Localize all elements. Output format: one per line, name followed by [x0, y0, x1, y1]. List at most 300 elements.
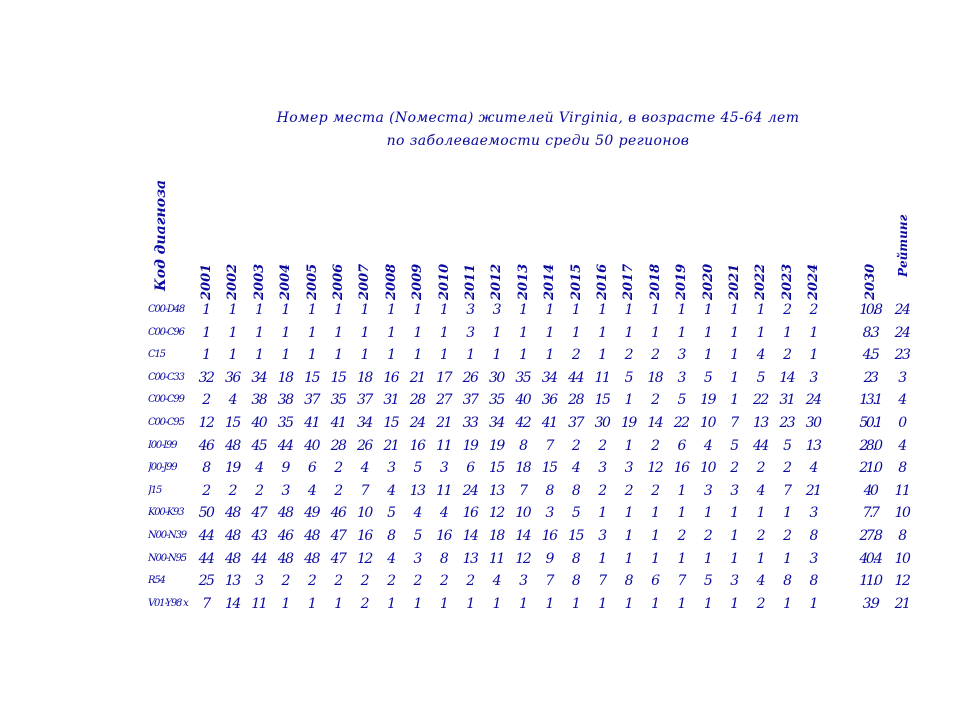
- table-cell-2030: 21.0: [859, 460, 881, 477]
- table-cell: 10: [700, 415, 715, 431]
- table-cell: 7: [519, 482, 527, 499]
- table-cell: 46: [198, 437, 214, 454]
- table-cell: 2: [651, 482, 659, 499]
- table-cell: 7: [783, 482, 791, 499]
- column-header-2003: 2003: [251, 263, 267, 300]
- table-cell: 1: [202, 302, 210, 318]
- table-cell: 1: [228, 302, 237, 318]
- table-cell: 1: [387, 595, 395, 612]
- table-cell: 48: [277, 505, 293, 522]
- table-cell: 44: [752, 437, 768, 454]
- table-cell: 5: [783, 437, 791, 454]
- table-cell: 1: [307, 324, 316, 341]
- table-cell: 1: [703, 595, 712, 612]
- table-cell: 1: [387, 324, 395, 341]
- table-cell: 26: [462, 369, 478, 386]
- row-label-diagnosis-code: N00-N39: [148, 530, 186, 541]
- table-cell: 30: [805, 415, 821, 431]
- table-cell: 3: [519, 573, 527, 590]
- rating-cell: 10: [894, 550, 910, 567]
- rating-cell: 8: [898, 528, 906, 544]
- table-cell: 16: [462, 505, 478, 522]
- table-cell: 1: [519, 324, 527, 341]
- table-cell: 1: [651, 505, 659, 522]
- table-cell: 1: [624, 505, 633, 522]
- table-cell: 22: [752, 392, 768, 409]
- table-cell: 8: [571, 550, 580, 567]
- table-cell: 2: [387, 573, 395, 590]
- table-cell: 8: [571, 482, 580, 499]
- table-cell: 1: [677, 505, 685, 522]
- row-label-diagnosis-code: C00-D48: [148, 304, 185, 315]
- column-header-2022: 2022: [753, 263, 769, 300]
- table-cell: 3: [730, 482, 738, 499]
- table-cell: 5: [387, 505, 395, 522]
- table-cell: 4: [387, 550, 395, 567]
- table-cell: 48: [224, 528, 240, 544]
- table-cell: 24: [805, 392, 821, 409]
- table-cell: 4: [571, 460, 580, 477]
- table-cell-2030: 27.8: [859, 528, 881, 544]
- table-cell: 48: [224, 505, 240, 522]
- table-cell: 15: [383, 415, 399, 431]
- table-cell-2030: 13.1: [859, 392, 881, 409]
- table-cell: 8: [624, 573, 633, 590]
- table-cell: 5: [677, 392, 685, 409]
- table-cell: 31: [779, 392, 795, 409]
- column-header-2030: 2030: [863, 263, 878, 300]
- row-header-diagnosis-code: Код диагноза: [153, 179, 169, 291]
- table-cell: 15: [488, 460, 504, 477]
- table-cell: 1: [624, 392, 633, 409]
- rating-cell: 0: [898, 415, 906, 431]
- column-header-2015: 2015: [568, 263, 584, 300]
- table-cell: 1: [730, 369, 738, 386]
- table-cell: 4: [703, 437, 712, 454]
- table-cell: 1: [783, 595, 791, 612]
- table-cell: 1: [439, 595, 448, 612]
- table-cell: 28: [568, 392, 583, 409]
- table-cell: 15: [330, 369, 346, 386]
- table-cell: 37: [356, 392, 372, 409]
- table-cell: 5: [413, 528, 421, 544]
- table-cell: 2: [783, 528, 791, 544]
- table-cell: 1: [571, 595, 580, 612]
- table-cell: 34: [251, 369, 267, 386]
- table-cell: 28: [330, 437, 346, 454]
- table-cell: 10: [356, 505, 372, 522]
- table-cell: 7: [677, 573, 685, 590]
- table-cell: 1: [730, 505, 738, 522]
- column-header-2005: 2005: [304, 263, 320, 300]
- table-cell: 3: [677, 369, 685, 386]
- table-cell: 1: [651, 528, 659, 544]
- table-cell: 1: [730, 392, 738, 409]
- table-cell: 2: [334, 573, 342, 590]
- table-cell: 34: [541, 369, 557, 386]
- table-cell: 4: [439, 505, 448, 522]
- table-cell: 1: [307, 347, 316, 364]
- table-cell: 35: [330, 392, 346, 409]
- table-cell: 23: [779, 415, 795, 431]
- table-cell: 1: [545, 324, 553, 341]
- table-cell: 2: [466, 573, 474, 590]
- rating-cell: 23: [894, 347, 910, 364]
- row-label-diagnosis-code: C00-C33: [148, 371, 184, 383]
- table-cell: 1: [677, 482, 685, 499]
- table-cell: 1: [360, 347, 369, 364]
- table-cell: 4: [756, 482, 765, 499]
- table-cell: 47: [330, 550, 346, 567]
- table-cell: 40: [515, 392, 531, 409]
- table-cell: 7: [545, 573, 553, 590]
- table-cell: 2: [281, 573, 289, 590]
- table-cell: 1: [756, 505, 765, 522]
- table-cell: 4: [756, 573, 765, 590]
- table-cell: 18: [647, 369, 663, 386]
- table-cell: 2: [730, 460, 738, 477]
- table-cell: 2: [756, 528, 765, 544]
- table-cell: 1: [783, 505, 791, 522]
- table-cell: 1: [439, 347, 448, 364]
- column-header-2012: 2012: [489, 263, 505, 300]
- table-cell: 1: [492, 324, 501, 341]
- table-cell: 13: [224, 573, 240, 590]
- table-cell: 6: [466, 460, 474, 477]
- table-cell: 38: [251, 392, 267, 409]
- table-cell: 48: [277, 550, 293, 567]
- table-cell: 1: [281, 302, 289, 318]
- table-cell: 2: [360, 595, 369, 612]
- table-cell: 3: [598, 528, 606, 544]
- table-cell-2030: 8.3: [862, 324, 878, 341]
- row-label-diagnosis-code: K00-K93: [148, 507, 184, 519]
- table-cell: 2: [651, 392, 659, 409]
- rating-column-header: Рейтинг: [896, 214, 910, 277]
- table-cell: 9: [545, 550, 553, 567]
- row-label-diagnosis-code: C15: [148, 349, 165, 361]
- table-cell: 3: [387, 460, 395, 477]
- rating-cell: 11: [894, 482, 910, 499]
- chart-title-line-1: Номер места (Nоместа) жителей Virginia, в возрасте 45-64 лет: [276, 110, 800, 126]
- table-cell: 2: [783, 347, 791, 364]
- column-header-2021: 2021: [727, 263, 742, 300]
- table-cell: 2: [756, 460, 765, 477]
- table-cell: 24: [409, 415, 425, 431]
- table-cell: 14: [647, 415, 663, 431]
- table-cell: 1: [756, 550, 765, 567]
- table-cell: 1: [360, 302, 369, 318]
- table-cell: 34: [488, 415, 504, 431]
- table-cell: 1: [677, 302, 685, 318]
- table-cell: 1: [334, 595, 342, 612]
- table-cell: 1: [571, 324, 580, 341]
- table-cell: 48: [224, 550, 240, 567]
- table-cell: 1: [809, 595, 817, 612]
- table-cell: 12: [356, 550, 372, 567]
- table-cell: 2: [360, 573, 369, 590]
- table-cell: 4: [809, 460, 817, 477]
- table-cell: 12: [198, 415, 214, 431]
- table-cell: 46: [277, 528, 293, 544]
- table-cell: 11: [594, 369, 610, 386]
- table-cell: 16: [409, 437, 425, 454]
- column-header-2017: 2017: [621, 263, 637, 300]
- rating-cell: 24: [894, 324, 910, 341]
- table-cell-2030: 40: [863, 482, 877, 499]
- table-cell-2030: 23: [863, 369, 877, 386]
- table-cell: 2: [756, 595, 765, 612]
- table-cell: 5: [730, 437, 738, 454]
- table-cell: 3: [809, 505, 817, 522]
- table-cell: 4: [228, 392, 237, 409]
- table-cell: 1: [307, 302, 316, 318]
- table-cell: 44: [568, 369, 583, 386]
- table-cell: 1: [651, 595, 659, 612]
- table-cell: 10: [515, 505, 531, 522]
- table-cell: 2: [255, 482, 263, 499]
- table-cell-2030: 28.0: [859, 437, 881, 454]
- table-cell: 22: [673, 415, 689, 431]
- table-cell: 1: [598, 505, 606, 522]
- table-cell: 27: [436, 392, 451, 409]
- table-cell: 41: [304, 415, 319, 431]
- table-cell: 41: [541, 415, 557, 431]
- row-label-diagnosis-code: C00-C95: [148, 417, 184, 428]
- table-cell: 1: [387, 347, 395, 364]
- table-cell: 3: [809, 369, 817, 386]
- table-cell: 2: [677, 528, 685, 544]
- table-cell: 4: [387, 482, 395, 499]
- table-cell: 11: [488, 550, 504, 567]
- table-cell: 1: [545, 595, 553, 612]
- table-cell: 1: [598, 347, 606, 364]
- table-cell: 18: [356, 369, 372, 386]
- table-cell: 2: [809, 302, 817, 318]
- table-cell: 16: [541, 528, 557, 544]
- table-cell: 1: [624, 550, 633, 567]
- table-cell: 13: [488, 482, 504, 499]
- table-cell: 21: [436, 415, 451, 431]
- table-cell: 1: [624, 437, 633, 454]
- table-cell: 1: [334, 324, 342, 341]
- table-cell: 1: [809, 347, 817, 364]
- table-cell: 26: [356, 437, 372, 454]
- table-cell: 12: [488, 505, 504, 522]
- table-cell: 1: [598, 302, 606, 318]
- table-cell: 47: [330, 528, 346, 544]
- rating-cell: 4: [898, 392, 906, 409]
- table-cell: 2: [202, 482, 210, 499]
- table-cell: 1: [730, 347, 738, 364]
- table-cell: 1: [413, 302, 421, 318]
- table-cell: 2: [598, 437, 606, 454]
- table-cell: 5: [703, 573, 712, 590]
- table-cell-2030: 10.8: [859, 302, 881, 318]
- table-cell: 46: [330, 505, 346, 522]
- table-cell: 1: [730, 550, 738, 567]
- table-cell: 1: [677, 595, 685, 612]
- table-cell: 14: [462, 528, 478, 544]
- column-header-2010: 2010: [436, 263, 452, 300]
- table-cell: 44: [198, 550, 214, 567]
- table-cell: 1: [281, 595, 289, 612]
- table-cell: 1: [492, 347, 501, 364]
- table-cell: 2: [334, 482, 342, 499]
- row-label-diagnosis-code: C00-C99: [148, 394, 184, 406]
- table-cell: 1: [255, 302, 263, 318]
- table-cell: 16: [356, 528, 372, 544]
- table-cell: 1: [334, 302, 342, 318]
- table-cell: 6: [307, 460, 316, 477]
- table-cell: 15: [541, 460, 557, 477]
- table-cell: 21: [409, 369, 425, 386]
- table-cell: 2: [783, 460, 791, 477]
- table-cell: 30: [594, 415, 610, 431]
- table-cell: 7: [598, 573, 606, 590]
- column-header-2002: 2002: [225, 263, 241, 300]
- table-cell: 1: [730, 302, 738, 318]
- table-cell: 1: [598, 550, 606, 567]
- table-cell: 2: [624, 347, 633, 364]
- row-label-diagnosis-code: I00-I99: [148, 439, 177, 451]
- table-cell: 35: [277, 415, 293, 431]
- table-cell: 1: [730, 595, 738, 612]
- table-cell: 14: [515, 528, 531, 544]
- table-cell: 6: [677, 437, 685, 454]
- table-cell: 13: [409, 482, 425, 499]
- table-cell: 3: [624, 460, 633, 477]
- table-cell: 12: [647, 460, 663, 477]
- column-header-2004: 2004: [278, 263, 294, 300]
- table-cell: 1: [703, 347, 712, 364]
- table-cell: 15: [224, 415, 240, 431]
- table-cell: 2: [571, 347, 580, 364]
- table-cell: 3: [809, 550, 817, 567]
- row-label-diagnosis-code: R54: [148, 575, 165, 587]
- table-cell: 8: [571, 573, 580, 590]
- table-cell: 12: [515, 550, 531, 567]
- table-cell: 16: [436, 528, 451, 544]
- table-cell: 30: [488, 369, 504, 386]
- table-cell: 8: [387, 528, 395, 544]
- table-cell: 1: [545, 347, 553, 364]
- table-cell: 1: [492, 595, 501, 612]
- table-cell: 3: [730, 573, 738, 590]
- column-header-2008: 2008: [383, 263, 399, 300]
- table-cell: 13: [805, 437, 821, 454]
- table-cell: 16: [673, 460, 689, 477]
- table-cell: 4: [307, 482, 316, 499]
- table-cell-2030: 3.9: [862, 595, 878, 612]
- table-cell: 1: [624, 595, 633, 612]
- table-cell: 48: [304, 528, 319, 544]
- table-cell: 1: [519, 595, 527, 612]
- table-cell: 1: [809, 324, 817, 341]
- table-cell: 13: [752, 415, 768, 431]
- table-cell: 3: [598, 460, 606, 477]
- table-cell: 1: [598, 324, 606, 341]
- table-cell: 1: [624, 324, 633, 341]
- table-cell: 1: [677, 324, 685, 341]
- table-cell: 1: [651, 324, 659, 341]
- table-cell: 1: [360, 324, 369, 341]
- table-cell: 1: [519, 347, 527, 364]
- table-cell: 1: [651, 550, 659, 567]
- table-cell: 1: [439, 324, 448, 341]
- table-cell: 2: [439, 573, 448, 590]
- table-cell: 1: [730, 324, 738, 341]
- table-cell: 47: [251, 505, 267, 522]
- table-cell: 1: [703, 505, 712, 522]
- rating-cell: 10: [894, 505, 910, 522]
- column-header-2009: 2009: [410, 263, 426, 300]
- rating-cell: 4: [898, 437, 906, 454]
- table-cell: 42: [515, 415, 531, 431]
- table-cell: 14: [779, 369, 795, 386]
- table-cell: 50: [198, 505, 214, 522]
- rating-cell: 12: [894, 573, 910, 590]
- table-cell: 2: [334, 460, 342, 477]
- table-cell: 24: [462, 482, 478, 499]
- table-cell: 3: [492, 302, 501, 318]
- table-cell: 19: [620, 415, 636, 431]
- table-cell: 1: [334, 347, 342, 364]
- table-cell: 1: [413, 595, 421, 612]
- table-cell: 1: [255, 324, 263, 341]
- table-cell: 3: [466, 302, 474, 318]
- table-cell: 28: [409, 392, 425, 409]
- table-cell: 1: [281, 347, 289, 364]
- table-cell: 1: [387, 302, 395, 318]
- table-cell: 1: [703, 302, 712, 318]
- table-cell: 5: [756, 369, 765, 386]
- table-cell: 1: [624, 528, 633, 544]
- table-cell: 8: [202, 460, 210, 477]
- column-header-2020: 2020: [700, 263, 716, 300]
- table-cell: 1: [703, 550, 712, 567]
- table-cell: 1: [466, 595, 474, 612]
- table-cell: 38: [277, 392, 293, 409]
- column-header-2023: 2023: [779, 263, 795, 300]
- table-cell: 48: [224, 437, 240, 454]
- table-cell: 1: [624, 302, 633, 318]
- table-cell: 1: [545, 302, 553, 318]
- table-cell: 32: [198, 369, 214, 386]
- table-cell: 31: [383, 392, 399, 409]
- table-cell: 2: [571, 437, 580, 454]
- table-cell: 8: [545, 482, 553, 499]
- column-header-2019: 2019: [674, 263, 690, 300]
- table-cell: 2: [598, 482, 606, 499]
- table-cell: 1: [756, 324, 765, 341]
- table-cell: 33: [462, 415, 478, 431]
- table-cell: 3: [466, 324, 474, 341]
- rating-cell: 24: [894, 302, 910, 318]
- table-cell: 2: [651, 347, 659, 364]
- table-cell: 2: [413, 573, 421, 590]
- table-cell: 2: [307, 573, 316, 590]
- table-cell: 19: [462, 437, 478, 454]
- column-header-2013: 2013: [515, 263, 531, 300]
- table-cell: 7: [545, 437, 553, 454]
- table-cell: 8: [439, 550, 448, 567]
- table-cell: 3: [677, 347, 685, 364]
- table-cell: 7: [730, 415, 738, 431]
- table-cell: 5: [703, 369, 712, 386]
- table-cell: 17: [436, 369, 451, 386]
- table-cell: 3: [281, 482, 289, 499]
